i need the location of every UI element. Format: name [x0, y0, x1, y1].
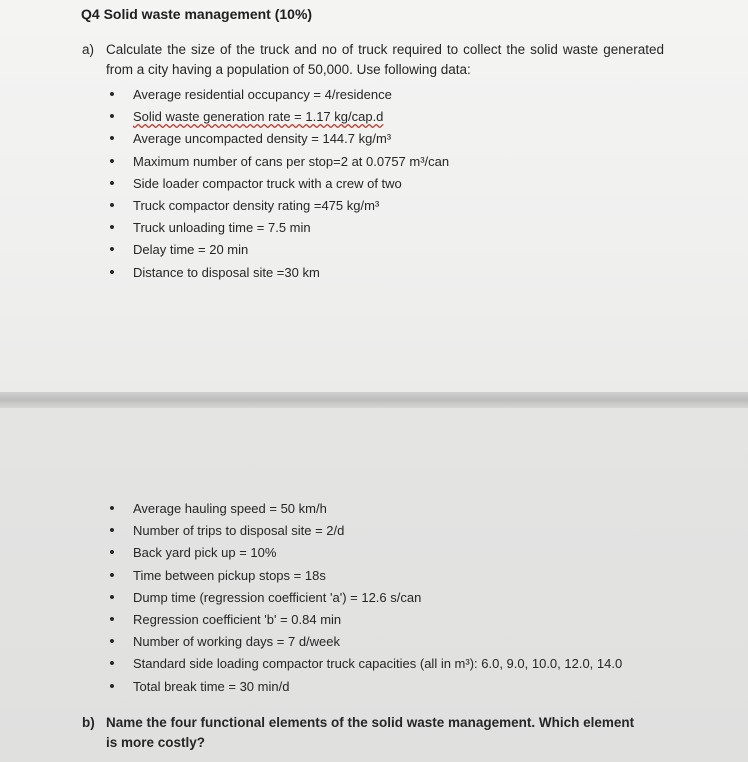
list-item — [107, 653, 622, 675]
list-item — [107, 498, 622, 520]
list-item — [107, 262, 449, 284]
list-item — [107, 84, 449, 106]
list-item — [107, 609, 622, 631]
bullet-icon: • — [109, 263, 115, 281]
list-item-text: Average residential occupancy = 4/residence — [133, 87, 392, 102]
list-item-text: Back yard pick up = 10% — [133, 545, 277, 561]
list-item-text: Distance to disposal site =30 km — [133, 264, 320, 280]
bullet-icon: • — [109, 522, 115, 540]
list-item — [107, 217, 449, 239]
list-item-text: Average uncompacted density = 144.7 kg/m³ — [133, 131, 392, 147]
list-item-text: Time between pickup stops = 18s — [133, 567, 326, 583]
list-item-text: Average hauling speed = 50 km/h — [133, 501, 327, 516]
data-list-1 — [107, 84, 449, 284]
list-item — [107, 631, 622, 653]
data-list-2 — [107, 498, 622, 698]
list-item — [107, 106, 449, 128]
page-separator — [0, 392, 748, 408]
list-item-text: Total break time = 30 min/d — [133, 678, 290, 694]
list-item — [107, 676, 622, 698]
list-item — [107, 565, 622, 587]
bullet-icon: • — [109, 86, 115, 103]
bullet-icon: • — [109, 677, 115, 695]
part-a — [82, 40, 664, 80]
bullet-icon: • — [109, 219, 115, 237]
bullet-icon: • — [109, 655, 115, 673]
bullet-icon: • — [109, 544, 115, 562]
part-a-marker: a) — [82, 42, 95, 57]
bullet-icon: • — [109, 588, 115, 606]
list-item — [107, 587, 622, 609]
bullet-icon: • — [109, 500, 115, 517]
list-item — [107, 542, 622, 564]
bullet-icon: • — [109, 196, 115, 214]
bullet-icon: • — [109, 174, 115, 192]
part-b — [82, 713, 642, 753]
bullet-icon: • — [109, 633, 115, 651]
part-b-marker: b) — [82, 715, 95, 730]
list-item-text: Regression coefficient 'b' = 0.84 min — [133, 611, 342, 627]
bullet-icon: • — [109, 241, 115, 259]
list-item-text: Standard side loading compactor truck capacities (all in m³): 6.0, 9.0, 10.0, 12.0, 14.0 — [133, 656, 623, 672]
bullet-icon: • — [109, 108, 115, 126]
list-item — [107, 151, 449, 173]
list-item-text: Truck compactor density rating =475 kg/m³ — [133, 197, 380, 213]
list-item-text: Maximum number of cans per stop=2 at 0.0757 m³/can — [133, 153, 450, 169]
part-b-text: Name the four functional elements of the solid waste management. Which element is more costly? — [106, 715, 635, 750]
list-item-text: Truck unloading time = 7.5 min — [133, 220, 311, 236]
list-item — [107, 195, 449, 217]
bullet-icon: • — [109, 130, 115, 148]
question-heading: Q4 Solid waste management (10%) — [81, 6, 313, 22]
list-item-text: Delay time = 20 min — [133, 242, 249, 258]
part-a-text: Calculate the size of the truck and no of truck required to collect the solid waste generated from a city having a population of 50,000. Use following data: — [106, 42, 664, 77]
list-item — [107, 520, 622, 542]
list-item-text: Solid waste generation rate = 1.17 kg/cap.d — [133, 109, 384, 125]
list-item — [107, 239, 449, 261]
bullet-icon: • — [109, 152, 115, 170]
bullet-icon: • — [109, 566, 115, 584]
list-item-text: Side loader compactor truck with a crew of two — [133, 175, 402, 191]
list-item — [107, 128, 449, 150]
list-item-text: Number of working days = 7 d/week — [133, 634, 341, 650]
list-item-text: Number of trips to disposal site = 2/d — [133, 523, 345, 539]
list-item — [107, 173, 449, 195]
bullet-icon: • — [109, 610, 115, 628]
list-item-text: Dump time (regression coefficient 'a') = 12.6 s/can — [133, 589, 422, 605]
